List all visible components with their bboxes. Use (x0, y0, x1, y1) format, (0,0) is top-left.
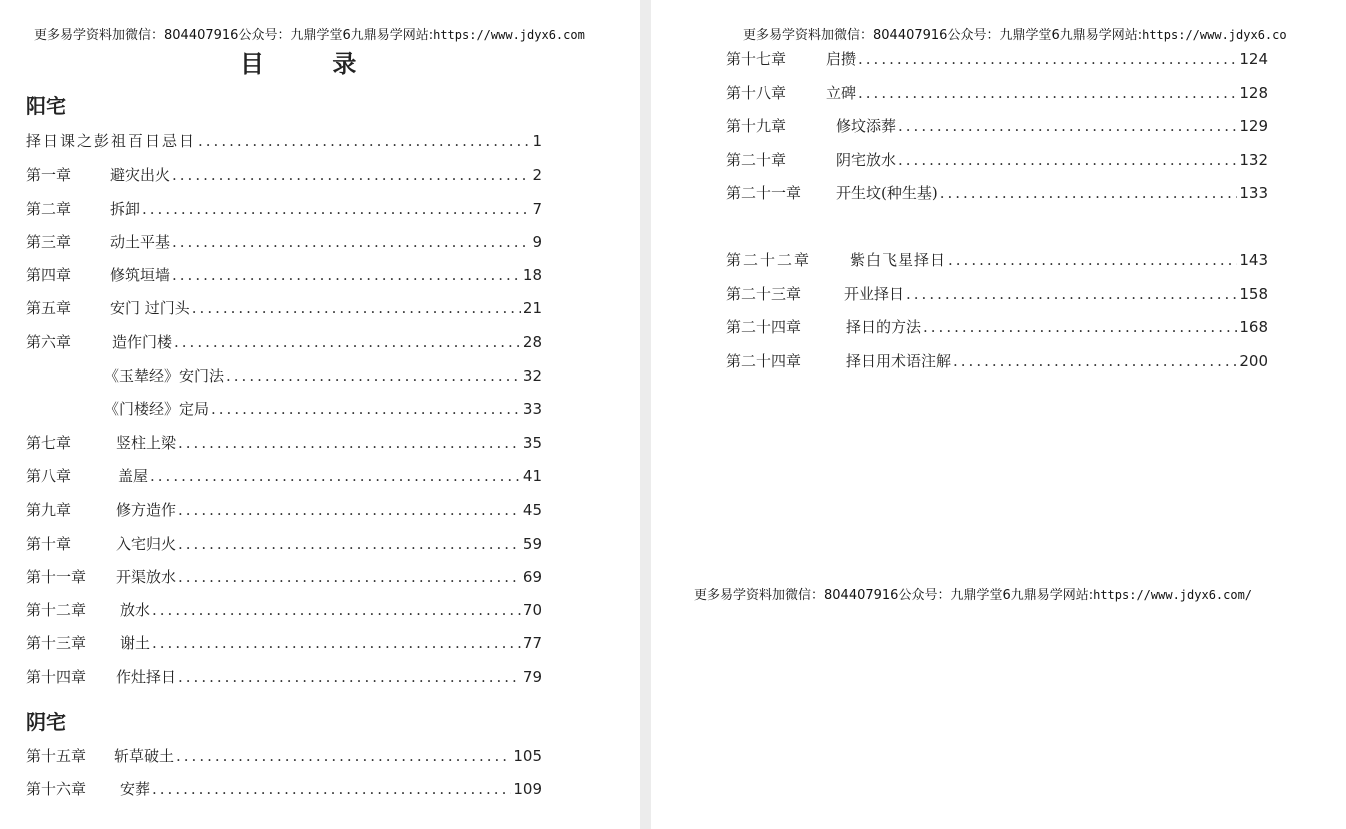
toc-entry-title: 安葬 (120, 780, 151, 798)
toc-entry-page: 7 (532, 200, 542, 218)
toc-leader-dots (923, 316, 1237, 338)
toc-entry-title: 修坟添葬 (836, 117, 897, 135)
toc-leader-dots (858, 48, 1237, 70)
left-page (0, 0, 640, 829)
watermark-url: https://www.jdyx6.com (433, 28, 585, 42)
toc-entry[interactable] (26, 264, 542, 286)
toc-entry[interactable] (726, 316, 1268, 338)
toc-entry-chapter: 择日课之彭祖百日忌日 (26, 132, 197, 150)
toc-entry-page: 69 (522, 568, 542, 586)
toc-leader-dots (150, 465, 521, 487)
toc-entry-chapter: 第四章 (26, 266, 72, 284)
toc-entry[interactable] (726, 350, 1268, 372)
toc-entry-title: 盖屋 (118, 467, 149, 485)
toc-entry-page: 41 (522, 467, 542, 485)
toc-entry-page: 109 (513, 780, 542, 798)
toc-entry-page: 129 (1239, 117, 1268, 135)
toc-entry[interactable] (726, 149, 1268, 171)
toc-entry-page: 128 (1239, 84, 1268, 102)
toc-leader-dots (192, 297, 521, 319)
toc-entry-page: 59 (522, 535, 542, 553)
right-page (651, 0, 1346, 829)
toc-entry-chapter: 第十八章 (726, 84, 787, 102)
toc-entry-page: 18 (522, 266, 542, 284)
watermark-top-left (34, 24, 585, 43)
toc-entry-chapter: 第十五章 (26, 747, 87, 765)
toc-entry[interactable] (26, 566, 542, 588)
toc-entry-title: 修方造作 (116, 501, 177, 519)
toc-leader-dots (172, 264, 521, 286)
toc-leader-dots (152, 778, 511, 800)
toc-entry-title: 择日用术语注解 (846, 352, 952, 370)
toc-entry[interactable] (26, 297, 542, 319)
toc-entry[interactable] (26, 745, 542, 767)
toc-entry[interactable] (726, 249, 1268, 271)
toc-entry[interactable] (726, 82, 1268, 104)
watermark-top-right (743, 24, 1287, 43)
toc-entry-title: 《玉辇经》安门法 (104, 367, 225, 385)
toc-entry-page: 33 (522, 400, 542, 418)
toc-entry-chapter: 第八章 (26, 467, 72, 485)
toc-entry-page: 35 (522, 434, 542, 452)
toc-leader-dots (178, 432, 521, 454)
toc-entry[interactable] (26, 666, 542, 688)
toc-entry-chapter: 第十三章 (26, 634, 87, 652)
toc-entry-chapter: 第十四章 (26, 668, 87, 686)
toc-entry[interactable] (26, 599, 542, 621)
toc-entry[interactable] (26, 130, 542, 152)
toc-entry-chapter: 第六章 (26, 333, 72, 351)
toc-leader-dots (198, 130, 530, 152)
toc-entry-chapter: 第二十二章 (726, 251, 812, 269)
toc-leader-dots (211, 398, 521, 420)
toc-entry-title: 斩草破土 (114, 747, 175, 765)
toc-entry-chapter: 第一章 (26, 166, 72, 184)
toc-entry[interactable] (26, 533, 542, 555)
toc-leader-dots (898, 115, 1237, 137)
toc-entry-chapter: 第十一章 (26, 568, 87, 586)
page-title: 目 录 (240, 50, 387, 78)
watermark-text: 更多易学资料加微信：804407916公众号：九鼎学堂6九鼎易学网站: (743, 28, 1143, 43)
toc-entry[interactable] (726, 182, 1268, 204)
toc-leader-dots (858, 82, 1237, 104)
watermark-text: 更多易学资料加微信：804407916公众号：九鼎学堂6九鼎易学网站: (34, 28, 434, 43)
toc-entry-chapter: 第二十一章 (726, 184, 802, 202)
toc-leader-dots (176, 745, 511, 767)
toc-entry-page: 45 (522, 501, 542, 519)
toc-entry-title: 紫白飞星择日 (850, 251, 947, 269)
toc-leader-dots (174, 331, 521, 353)
toc-entry-title: 入宅归火 (116, 535, 177, 553)
toc-leader-dots (172, 231, 530, 253)
toc-entry-title: 避灾出火 (110, 166, 171, 184)
toc-entry-title: 开生坟(种生基) (836, 184, 938, 202)
toc-entry-chapter: 第十七章 (726, 50, 787, 68)
toc-leader-dots (142, 198, 530, 220)
toc-entry[interactable] (26, 231, 542, 253)
toc-leader-dots (178, 499, 521, 521)
toc-entry-title: 开业择日 (844, 285, 905, 303)
toc-leader-dots (172, 164, 530, 186)
toc-entry-title: 择日的方法 (846, 318, 922, 336)
toc-entry-chapter: 第十六章 (26, 780, 87, 798)
toc-entry-chapter: 第五章 (26, 299, 72, 317)
toc-leader-dots (898, 149, 1237, 171)
toc-entry-page: 28 (522, 333, 542, 351)
toc-entry-page: 70 (522, 601, 542, 619)
toc-entry-chapter: 第七章 (26, 434, 72, 452)
toc-entry-title: 放水 (120, 601, 151, 619)
toc-entry[interactable] (104, 398, 542, 420)
toc-entry[interactable] (726, 48, 1268, 70)
watermark-url: https://www.jdyx6.com/ (1093, 588, 1253, 602)
toc-entry-page: 124 (1239, 50, 1268, 68)
toc-leader-dots (948, 249, 1237, 271)
toc-entry[interactable] (26, 331, 542, 353)
toc-entry-title: 立碑 (826, 84, 857, 102)
toc-entry[interactable] (26, 465, 542, 487)
toc-leader-dots (226, 365, 521, 387)
toc-entry-page: 143 (1239, 251, 1268, 269)
watermark-middle (694, 584, 1252, 603)
toc-entry-page: 158 (1239, 285, 1268, 303)
toc-entry[interactable] (26, 632, 542, 654)
toc-entry-title: 安门 过门头 (110, 299, 190, 317)
toc-leader-dots (940, 182, 1238, 204)
toc-entry-title: 竖柱上梁 (116, 434, 177, 452)
toc-entry[interactable] (26, 432, 542, 454)
toc-entry-page: 168 (1239, 318, 1268, 336)
toc-entry[interactable] (26, 198, 542, 220)
toc-entry[interactable] (726, 283, 1268, 305)
section-heading-yangzhai: 阳宅 (26, 94, 66, 118)
toc-entry-chapter: 第十章 (26, 535, 72, 553)
toc-entry-page: 200 (1239, 352, 1268, 370)
toc-entry-page: 9 (532, 233, 542, 251)
toc-leader-dots (178, 566, 521, 588)
toc-entry-chapter: 第二章 (26, 200, 72, 218)
toc-entry-title: 阴宅放水 (836, 151, 897, 169)
toc-leader-dots (178, 533, 521, 555)
toc-entry-chapter: 第二十三章 (726, 285, 802, 303)
watermark-url: https://www.jdyx6.co (1142, 28, 1287, 42)
toc-leader-dots (152, 632, 521, 654)
toc-entry-chapter: 第二十四章 (726, 318, 802, 336)
toc-leader-dots (906, 283, 1237, 305)
toc-entry-page: 21 (522, 299, 542, 317)
toc-entry-page: 132 (1239, 151, 1268, 169)
toc-entry-chapter: 第十九章 (726, 117, 787, 135)
toc-entry-title: 作灶择日 (116, 668, 177, 686)
toc-entry-page: 77 (522, 634, 542, 652)
toc-entry-title: 造作门楼 (112, 333, 173, 351)
toc-leader-dots (178, 666, 521, 688)
toc-entry-chapter: 第十二章 (26, 601, 87, 619)
toc-entry-chapter: 第二十四章 (726, 352, 802, 370)
toc-entry-chapter: 第三章 (26, 233, 72, 251)
toc-entry-page: 1 (532, 132, 542, 150)
toc-entry[interactable] (104, 365, 542, 387)
toc-leader-dots (152, 599, 521, 621)
toc-entry[interactable] (26, 778, 542, 800)
toc-entry-title: 修筑垣墙 (110, 266, 171, 284)
toc-entry-page: 105 (513, 747, 542, 765)
toc-entry-page: 133 (1239, 184, 1268, 202)
toc-entry-title: 拆卸 (110, 200, 141, 218)
toc-entry[interactable] (26, 164, 542, 186)
toc-entry-page: 2 (532, 166, 542, 184)
watermark-text: 更多易学资料加微信：804407916公众号：九鼎学堂6九鼎易学网站: (694, 588, 1094, 603)
toc-entry-title: 动土平基 (110, 233, 171, 251)
toc-entry[interactable] (726, 115, 1268, 137)
toc-leader-dots (953, 350, 1237, 372)
toc-entry-title: 开渠放水 (116, 568, 177, 586)
toc-entry-chapter: 第九章 (26, 501, 72, 519)
toc-entry-title: 启攒 (826, 50, 857, 68)
toc-entry-title: 谢土 (120, 634, 151, 652)
toc-entry-title: 《门楼经》定局 (104, 400, 210, 418)
toc-entry[interactable] (26, 499, 542, 521)
toc-entry-page: 79 (522, 668, 542, 686)
section-heading-yinzhai: 阴宅 (26, 710, 66, 734)
toc-entry-page: 32 (522, 367, 542, 385)
toc-entry-chapter: 第二十章 (726, 151, 787, 169)
